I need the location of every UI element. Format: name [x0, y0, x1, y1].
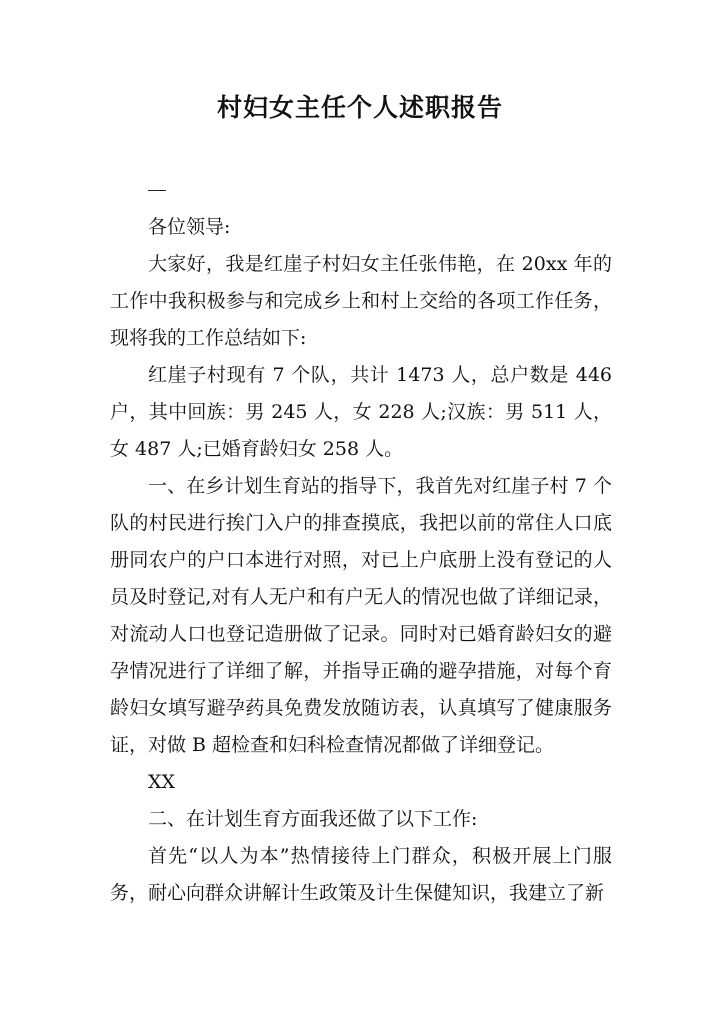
paragraph-greeting: 各位领导: [148, 216, 231, 238]
document-title: 村妇女主任个人述职报告 [216, 93, 503, 122]
document-body [110, 172, 612, 912]
paragraph-section-two-body: 首先“以人为本”热情接待上门群众，积极开展上门服务，耐心向群众讲解计生政策及计生保健知识，我建立了新 [110, 845, 612, 904]
paragraph-population: 红崖子村现有 7 个队，共计 1473 人，总户数是 446 户，其中回族：男 245 人，女 228 人;汉族：男 511 人，女 487 人;已婚育龄妇女 258 人。 [110, 364, 612, 460]
paragraph-marker: XX [148, 771, 176, 793]
separator-dash [148, 190, 166, 191]
paragraph-section-two-heading: 二、在计划生育方面我还做了以下工作: [148, 808, 478, 830]
paragraph-section-one: 一、在乡计划生育站的指导下，我首先对红崖子村 7 个队的村民进行挨门入户的排查摸底，我把以前的常住人口底册同农户的户口本进行对照，对已上户底册上没有登记的人员及时登记,对有人无户和有户无人的情况也做了详细记录，对流动人口也登记造册做了记录。同时对已婚育龄妇女的避孕情况进行了详细了解，并指导正确的避孕措施，对每个育龄妇女填写避孕药具免费发放随访表，认真填写了健康服务证，对做 B 超检查和妇科检查情况都做了详细登记。 [110, 475, 612, 756]
paragraph-intro: 大家好，我是红崖子村妇女主任张伟艳，在 20xx 年的工作中我积极参与和完成乡上和村上交给的各项工作任务，现将我的工作总结如下: [110, 253, 612, 349]
